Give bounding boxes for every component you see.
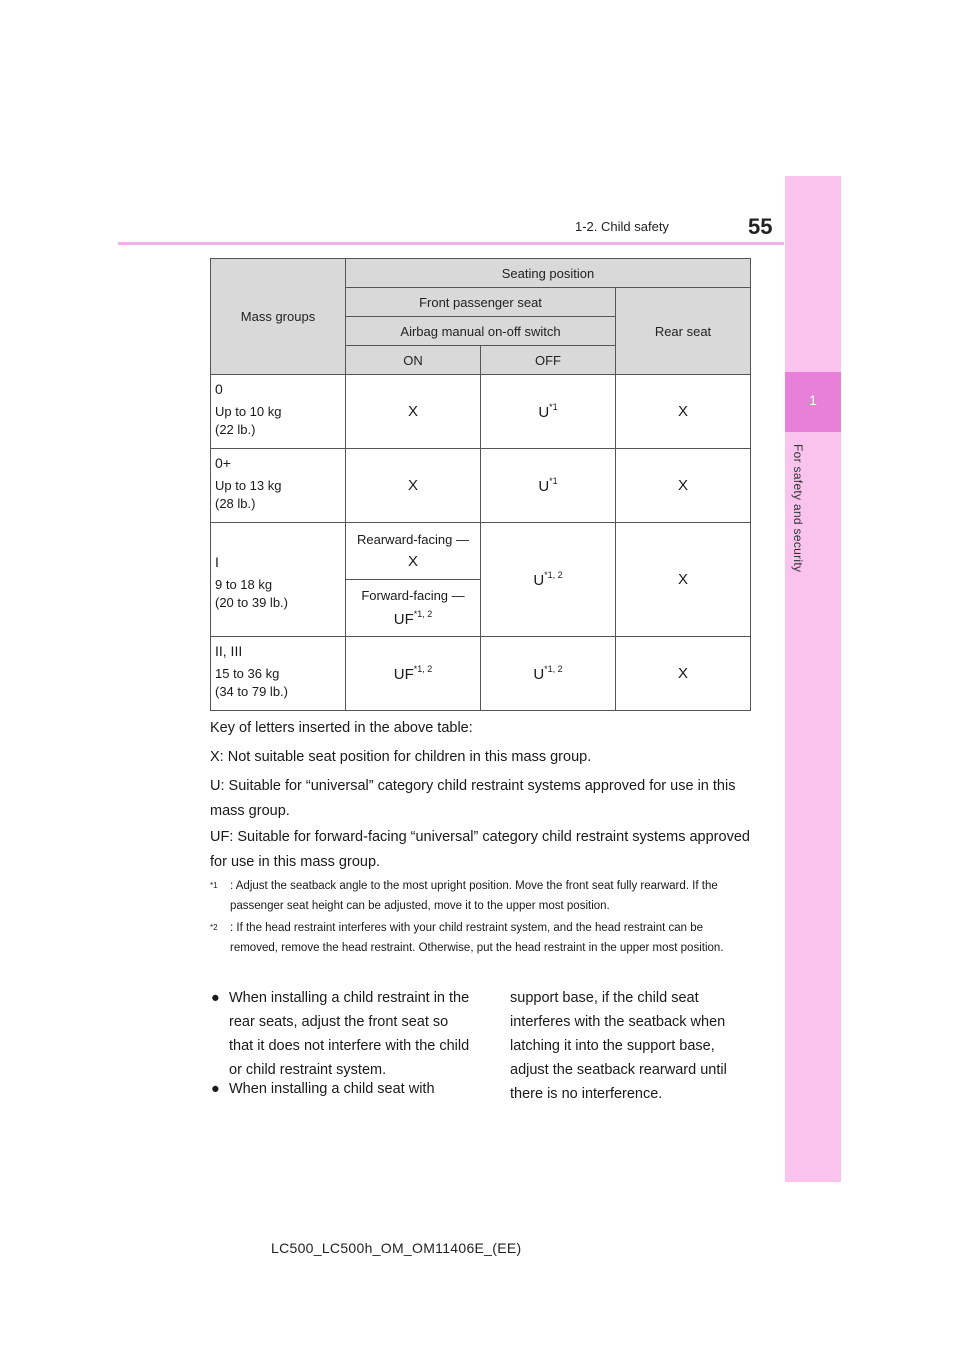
table-row — [211, 637, 751, 711]
off-header: OFF — [481, 346, 616, 375]
chapter-sidebar — [785, 176, 841, 1182]
footnote-ref: *1, 2 — [544, 570, 563, 580]
mass-group-cell — [211, 375, 346, 449]
rear-cell: X — [616, 637, 751, 711]
mass-group-weight-lb: (20 to 39 lb.) — [215, 594, 288, 610]
section-title: 1-2. Child safety — [575, 219, 669, 234]
rearward-facing-value: X — [407, 553, 418, 570]
bullet-text: When installing a child restraint in the rear seats, adjust the front seat so that it does not interfere with the child or child restraint system. — [229, 990, 470, 1078]
bullet-text: When installing a child seat with — [229, 1081, 435, 1097]
mass-groups-header: Mass groups — [211, 259, 346, 375]
on-rearward-cell — [346, 523, 481, 580]
on-forward-cell — [346, 580, 481, 637]
footnote-1 — [210, 876, 750, 916]
mass-group-cell — [211, 449, 346, 523]
mass-group-cell — [211, 637, 346, 711]
rear-cell: X — [616, 523, 751, 637]
off-value: U — [538, 404, 550, 421]
child-seat-table — [210, 258, 751, 711]
footnote-mark: *1 — [210, 881, 218, 890]
mass-group-weight: Up to 13 kg — [215, 478, 282, 493]
seating-position-header: Seating position — [346, 259, 751, 288]
footnote-ref: *1, 2 — [544, 664, 563, 674]
off-cell — [481, 523, 616, 637]
document-code: LC500_LC500h_OM_OM11406E_(EE) — [271, 1240, 522, 1256]
header-rule — [118, 242, 784, 245]
mass-group-cell — [211, 523, 346, 637]
mass-group-weight-lb: (28 lb.) — [215, 496, 256, 511]
off-value: U — [533, 572, 545, 589]
off-value: U — [538, 478, 550, 495]
footnote-ref: *1 — [549, 402, 558, 412]
bullet-item — [211, 986, 471, 1082]
rear-seat-header: Rear seat — [616, 288, 751, 375]
chapter-label: For safety and security — [791, 444, 805, 573]
airbag-switch-header: Airbag manual on-off switch — [346, 317, 616, 346]
on-cell: X — [346, 375, 481, 449]
bullet-dot-icon: ● — [211, 1081, 220, 1097]
mass-group-weight: 15 to 36 kg — [215, 666, 280, 681]
rear-cell: X — [616, 375, 751, 449]
off-value: U — [533, 666, 545, 683]
bullet-dot-icon: ● — [211, 990, 220, 1006]
off-cell — [481, 375, 616, 449]
mass-group-weight: 9 to 18 kg — [215, 576, 273, 592]
footnote-ref: *1 — [549, 476, 558, 486]
on-header: ON — [346, 346, 481, 375]
table-row — [211, 449, 751, 523]
rear-cell: X — [616, 449, 751, 523]
mass-group-name: 0 — [215, 381, 223, 397]
footnote-text: : Adjust the seatback angle to the most upright position. Move the front seat fully rearward. If the passenger seat height can be adjusted, move it to the upper most position. — [230, 880, 718, 912]
bullet-item — [211, 1077, 471, 1101]
chapter-tab[interactable] — [785, 372, 841, 432]
mass-group-weight-lb: (34 to 79 lb.) — [215, 684, 288, 699]
on-value: UF — [393, 666, 414, 683]
table-row — [211, 375, 751, 449]
rearward-facing-label: Rearward-facing — — [357, 532, 469, 547]
footnote-ref: *1, 2 — [413, 609, 433, 619]
bullet-continuation: support base, if the child seat interferes with the seatback when latching it into the support base, adjust the seatback rearward until there is no interference. — [510, 990, 727, 1102]
on-cell: X — [346, 449, 481, 523]
mass-group-name: I — [215, 553, 219, 570]
chapter-number: 1 — [809, 392, 817, 408]
forward-facing-label: Forward-facing — — [361, 588, 465, 603]
mass-group-weight-lb: (22 lb.) — [215, 422, 256, 437]
off-cell — [481, 637, 616, 711]
off-cell — [481, 449, 616, 523]
key-u: U: Suitable for “universal” category child restraint systems approved for use in this mass group. — [210, 778, 736, 819]
front-passenger-seat-header: Front passenger seat — [346, 288, 616, 317]
footnote-text: : If the head restraint interferes with your child restraint system, and the head restraint can be removed, remove the head restraint. Otherwise, put the head restraint in the upper most position. — [230, 922, 724, 954]
mass-group-name: 0+ — [215, 455, 231, 471]
page-number: 55 — [748, 214, 773, 239]
forward-facing-value — [346, 609, 480, 628]
forward-facing-code: UF — [393, 611, 414, 628]
mass-group-weight: Up to 10 kg — [215, 404, 282, 419]
footnote-mark: *2 — [210, 923, 218, 932]
key-uf: UF: Suitable for forward-facing “universal” category child restraint systems approved for use in this mass group. — [210, 829, 750, 870]
key-intro: Key of letters inserted in the above table: — [210, 720, 473, 736]
key-x: X: Not suitable seat position for children in this mass group. — [210, 749, 592, 765]
footnote-2 — [210, 918, 750, 958]
footnote-ref: *1, 2 — [413, 664, 433, 674]
table-row — [211, 523, 751, 580]
on-cell — [346, 637, 481, 711]
mass-group-name: II, III — [215, 643, 243, 659]
